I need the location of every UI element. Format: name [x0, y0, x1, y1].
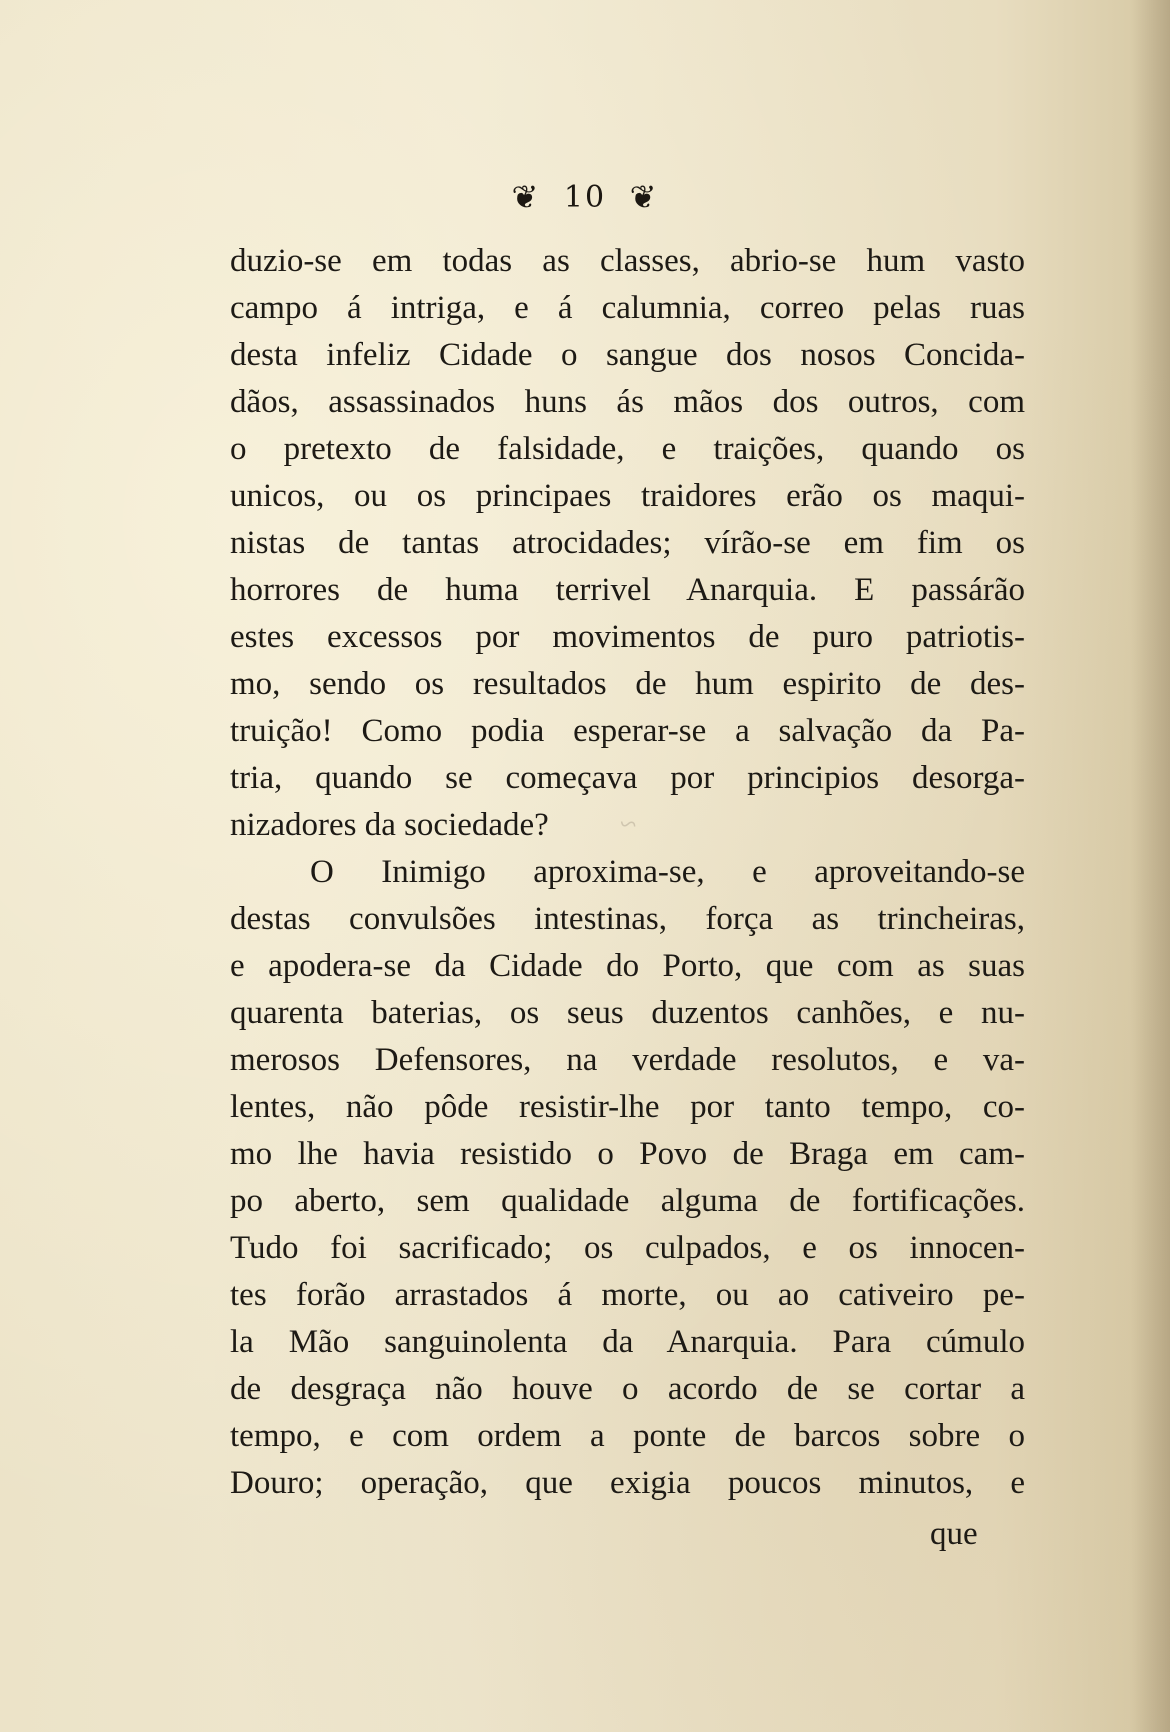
- text-line: desta infeliz Cidade o sangue dos nosos Concida-: [230, 337, 1025, 373]
- fleuron-left-icon: ❦: [511, 178, 541, 216]
- text-line: duzio-se em todas as classes, abrio-se hum vasto: [230, 243, 1025, 279]
- text-line: tria, quando se começava por principios desorga-: [230, 760, 1025, 796]
- text-line: de desgraça não houve o acordo de se cortar a: [230, 1371, 1025, 1407]
- text-line: po aberto, sem qualidade alguma de fortificações.: [230, 1183, 1025, 1219]
- show-through-text: ~: [620, 808, 637, 841]
- page-header: [0, 178, 1170, 216]
- text-line: lentes, não pôde resistir-lhe por tanto tempo, co-: [230, 1089, 1025, 1125]
- fleuron-right-icon: ❦: [629, 178, 659, 216]
- catchword: que: [930, 1516, 978, 1552]
- text-line: estes excessos por movimentos de puro patriotis-: [230, 619, 1025, 655]
- page-number: 10: [563, 179, 607, 215]
- text-line: O Inimigo aproxima-se, e aproveitando-se: [310, 854, 1025, 890]
- text-line: unicos, ou os principaes traidores erão os maqui-: [230, 478, 1025, 514]
- text-line: truição! Como podia esperar-se a salvação da Pa-: [230, 713, 1025, 749]
- text-line: Douro; operação, que exigia poucos minutos, e: [230, 1465, 1025, 1501]
- text-line: horrores de huma terrivel Anarquia. E passárão: [230, 572, 1025, 608]
- text-line: o pretexto de falsidade, e traições, quando os: [230, 431, 1025, 467]
- body-text: [230, 238, 1025, 1507]
- text-line: Tudo foi sacrificado; os culpados, e os innocen-: [230, 1230, 1025, 1266]
- page-edge-shadow: [1130, 0, 1170, 1732]
- text-line: mo lhe havia resistido o Povo de Braga em cam-: [230, 1136, 1025, 1172]
- text-line: tempo, e com ordem a ponte de barcos sobre o: [230, 1418, 1025, 1454]
- text-line: quarenta baterias, os seus duzentos canhões, e nu-: [230, 995, 1025, 1031]
- text-line: la Mão sanguinolenta da Anarquia. Para cúmulo: [230, 1324, 1025, 1360]
- text-line: tes forão arrastados á morte, ou ao cativeiro pe-: [230, 1277, 1025, 1313]
- text-line: dãos, assassinados huns ás mãos dos outros, com: [230, 384, 1025, 420]
- text-line: e apodera-se da Cidade do Porto, que com as suas: [230, 948, 1025, 984]
- text-line: mo, sendo os resultados de hum espirito de des-: [230, 666, 1025, 702]
- text-line: campo á intriga, e á calumnia, correo pelas ruas: [230, 290, 1025, 326]
- text-line: nistas de tantas atrocidades; vírão-se em fim os: [230, 525, 1025, 561]
- text-line: nizadores da sociedade?: [230, 807, 549, 843]
- text-line: merosos Defensores, na verdade resolutos, e va-: [230, 1042, 1025, 1078]
- text-line: destas convulsões intestinas, força as trincheiras,: [230, 901, 1025, 937]
